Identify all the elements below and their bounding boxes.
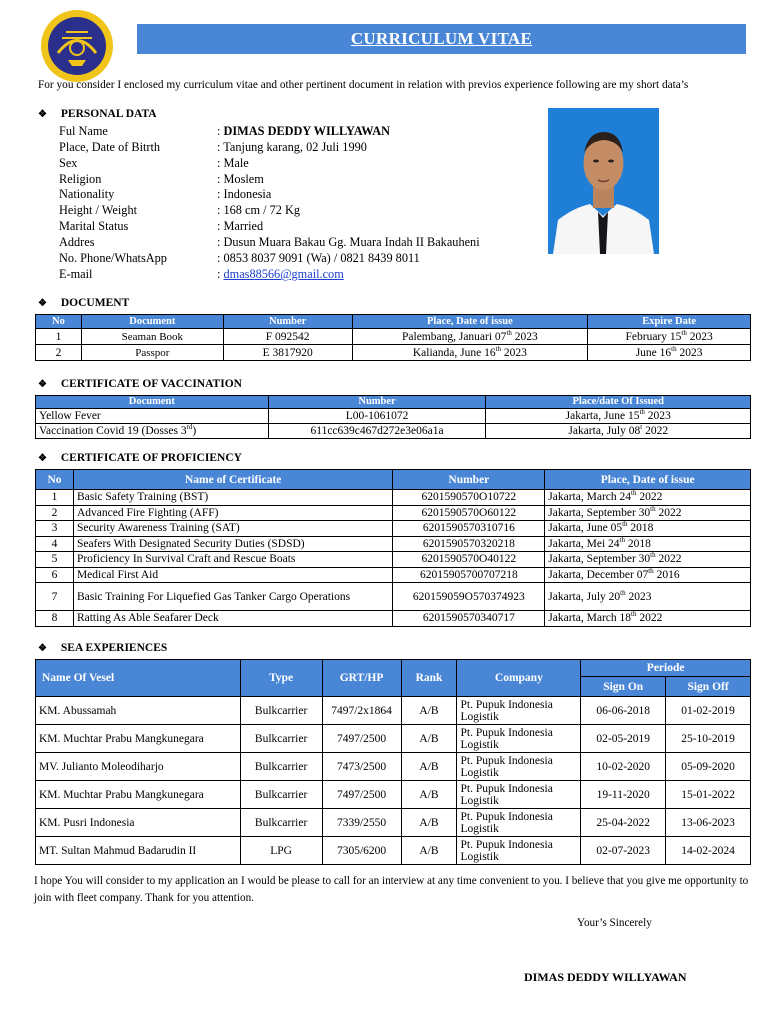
cell-sign-on: 06-06-2018: [581, 697, 666, 725]
value-marital: : Married: [217, 219, 264, 233]
header-cell: Place, Date of issue: [352, 315, 588, 329]
table-header-row: [36, 660, 751, 677]
table-row: [36, 725, 751, 753]
cell-certificate: Proficiency In Survival Craft and Rescue Boats: [73, 552, 392, 568]
value-phone: : 0853 8037 9091 (Wa) / 0821 8439 8011: [217, 251, 420, 265]
value-email-wrap: : dmas88566@gmail.com: [217, 267, 344, 281]
table-row: [36, 521, 751, 537]
proficiency-table: [35, 469, 751, 627]
cell-no: 1: [36, 329, 82, 345]
cell-number: 6201590570O40122: [393, 552, 545, 568]
cell-sign-off: 01-02-2019: [666, 697, 751, 725]
vaccination-table: [35, 395, 751, 439]
cell-sign-off: 05-09-2020: [666, 753, 751, 781]
label-nationality: Nationality: [59, 187, 115, 201]
cell-company: Pt. Pupuk Indonesia Logistik: [457, 837, 581, 865]
diamond-bullet-icon: ❖: [38, 298, 47, 309]
cell-place: Palembang, Januari 07th 2023: [352, 329, 588, 345]
personal-data-heading: [38, 108, 157, 120]
profile-photo: [548, 108, 659, 254]
cell-place: Jakarta, March 24th 2022: [545, 490, 751, 506]
table-row: [36, 552, 751, 568]
cell-no: 2: [36, 345, 82, 361]
sea-experience-table: [35, 659, 751, 865]
cell-number: E 3817920: [223, 345, 352, 361]
cell-number: 611cc639c467d272e3e06a1a: [268, 424, 486, 439]
cell-vessel: MV. Julianto Moleodiharjo: [36, 753, 241, 781]
cell-vessel: KM. Abussamah: [36, 697, 241, 725]
value-full-name: : DIMAS DEDDY WILLYAWAN: [217, 124, 391, 138]
cell-no: 2: [36, 505, 74, 521]
label-sex: Sex: [59, 156, 78, 170]
cell-vessel: MT. Sultan Mahmud Badarudin II: [36, 837, 241, 865]
cell-rank: A/B: [401, 753, 457, 781]
cell-company: Pt. Pupuk Indonesia Logistik: [457, 725, 581, 753]
document-table: [35, 314, 751, 361]
table-row: [36, 536, 751, 552]
value-address: : Dusun Muara Bakau Gg. Muara Indah II Bakauheni: [217, 235, 480, 249]
label-email: E-mail: [59, 267, 93, 281]
cell-vessel: KM. Muchtar Prabu Mangkunegara: [36, 725, 241, 753]
label-address: Addres: [59, 235, 95, 249]
cell-place: Kalianda, June 16th 2023: [352, 345, 588, 361]
cell-company: Pt. Pupuk Indonesia Logistik: [457, 697, 581, 725]
label-phone: No. Phone/WhatsApp: [59, 251, 167, 265]
cell-no: 5: [36, 552, 74, 568]
cell-document: Passpor: [81, 345, 223, 361]
page-title: CURRICULUM VITAE: [350, 29, 533, 48]
sincerely-text: Your’s Sincerely: [577, 917, 652, 929]
cell-certificate: Basic Safety Training (BST): [73, 490, 392, 506]
table-row: [36, 409, 751, 424]
header-cell: Type: [240, 660, 322, 697]
label-birth: Place, Date of Bitrth: [59, 140, 161, 154]
value-nationality: : Indonesia: [217, 187, 272, 201]
cell-number: 6201590570320218: [393, 536, 545, 552]
cell-type: Bulkcarrier: [240, 725, 322, 753]
cell-number: 620159059O570374923: [393, 583, 545, 611]
cell-place: Jakarta, March 18th 2022: [545, 611, 751, 627]
proficiency-heading: [38, 452, 242, 464]
cell-certificate: Ratting As Able Seafarer Deck: [73, 611, 392, 627]
cell-certificate: Advanced Fire Fighting (AFF): [73, 505, 392, 521]
header-cell: Number: [223, 315, 352, 329]
title-bar: [137, 24, 746, 54]
cell-place: Jakarta, June 15th 2023: [486, 409, 751, 424]
cell-place: Jakarta, December 07th 2016: [545, 567, 751, 583]
vaccination-heading: [38, 378, 242, 390]
cell-rank: A/B: [401, 725, 457, 753]
cell-place: Jakarta, Mei 24th 2018: [545, 536, 751, 552]
diamond-bullet-icon: ❖: [38, 379, 47, 390]
header-cell: Name of Certificate: [73, 470, 392, 490]
cell-company: Pt. Pupuk Indonesia Logistik: [457, 781, 581, 809]
document-heading-label: DOCUMENT: [60, 297, 130, 309]
table-row: [36, 424, 751, 439]
header-cell: No: [36, 315, 82, 329]
table-row: [36, 753, 751, 781]
value-religion: : Moslem: [217, 172, 264, 186]
cell-sign-on: 02-07-2023: [581, 837, 666, 865]
cell-grt: 7339/2550: [322, 809, 401, 837]
intro-paragraph: For you consider I enclosed my curriculum vitae and other pertinent document in relation with previos experience following are my short data’s: [38, 79, 689, 91]
cell-number: F 092542: [223, 329, 352, 345]
cell-document: Yellow Fever: [36, 409, 269, 424]
cell-no: 3: [36, 521, 74, 537]
cell-number: 6201590570O10722: [393, 490, 545, 506]
cell-type: LPG: [240, 837, 322, 865]
header-cell: Periode: [581, 660, 751, 677]
cell-certificate: Medical First Aid: [73, 567, 392, 583]
header-cell: Place, Date of issue: [545, 470, 751, 490]
header-cell: Company: [457, 660, 581, 697]
signature-name: DIMAS DEDDY WILLYAWAN: [524, 970, 687, 984]
table-row: [36, 611, 751, 627]
cell-grt: 7497/2500: [322, 781, 401, 809]
cell-no: 7: [36, 583, 74, 611]
cell-vessel: KM. Muchtar Prabu Mangkunegara: [36, 781, 241, 809]
cell-number: L00-1061072: [268, 409, 486, 424]
cell-sign-on: 19-11-2020: [581, 781, 666, 809]
table-header-row: [36, 470, 751, 490]
header-cell: Number: [393, 470, 545, 490]
cell-type: Bulkcarrier: [240, 753, 322, 781]
cell-expire: February 15th 2023: [588, 329, 751, 345]
header-cell: GRT/HP: [322, 660, 401, 697]
header-cell: No: [36, 470, 74, 490]
cell-type: Bulkcarrier: [240, 809, 322, 837]
cell-sign-off: 25-10-2019: [666, 725, 751, 753]
label-full-name: Ful Name: [59, 124, 108, 138]
cell-sign-off: 15-01-2022: [666, 781, 751, 809]
cell-grt: 7497/2x1864: [322, 697, 401, 725]
table-row: [36, 490, 751, 506]
cell-place: Jakarta, September 30th 2022: [545, 505, 751, 521]
cell-rank: A/B: [401, 697, 457, 725]
cell-vessel: KM. Pusri Indonesia: [36, 809, 241, 837]
closing-paragraph: I hope You will consider to my application an I would be please to call for an interview at any time convenient to you. I believe that you give me opportunity to join with fleet company. Thank for you attention.: [34, 875, 749, 904]
table-row: [36, 837, 751, 865]
cell-grt: 7473/2500: [322, 753, 401, 781]
diamond-bullet-icon: ❖: [38, 643, 47, 654]
email-link[interactable]: dmas88566@gmail.com: [223, 267, 344, 281]
table-header-row: [36, 315, 751, 329]
header-cell: Number: [268, 396, 486, 409]
header-cell: Name Of Vesel: [36, 660, 241, 697]
cell-certificate: Security Awareness Training (SAT): [73, 521, 392, 537]
table-header-row: [36, 396, 751, 409]
cell-sign-on: 02-05-2019: [581, 725, 666, 753]
cell-no: 1: [36, 490, 74, 506]
ministry-logo: [38, 8, 116, 84]
cell-grt: 7497/2500: [322, 725, 401, 753]
cell-company: Pt. Pupuk Indonesia Logistik: [457, 809, 581, 837]
cell-company: Pt. Pupuk Indonesia Logistik: [457, 753, 581, 781]
table-row: [36, 583, 751, 611]
cell-sign-off: 13-06-2023: [666, 809, 751, 837]
sea-experience-heading: [38, 642, 167, 654]
cell-rank: A/B: [401, 781, 457, 809]
cell-place: Jakarta, July 08$^t$ 2022: [486, 424, 751, 439]
header-cell: Sign On: [581, 677, 666, 697]
table-row: [36, 781, 751, 809]
table-row: [36, 567, 751, 583]
document-heading: [38, 297, 129, 309]
diamond-bullet-icon: ❖: [38, 453, 47, 464]
cell-place: Jakarta, July 20th 2023: [545, 583, 751, 611]
label-marital: Marital Status: [59, 219, 129, 233]
header-cell: Sign Off: [666, 677, 751, 697]
cell-no: 6: [36, 567, 74, 583]
value-sex: : Male: [217, 156, 249, 170]
cell-certificate: Basic Training For Liquefied Gas Tanker Cargo Operations: [73, 583, 392, 611]
cell-document: Seaman Book: [81, 329, 223, 345]
cell-number: 62015905700707218: [393, 567, 545, 583]
table-row: [36, 697, 751, 725]
cell-document: Vaccination Covid 19 (Dosses 3rd): [36, 424, 269, 439]
cell-rank: A/B: [401, 837, 457, 865]
label-religion: Religion: [59, 172, 102, 186]
header-cell: Document: [36, 396, 269, 409]
table-row: [36, 809, 751, 837]
table-row: [36, 345, 751, 361]
cell-no: 8: [36, 611, 74, 627]
cell-grt: 7305/6200: [322, 837, 401, 865]
header-cell: Document: [81, 315, 223, 329]
diamond-bullet-icon: ❖: [38, 109, 47, 120]
personal-data-heading-label: PERSONAL DATA: [60, 108, 157, 120]
cell-sign-off: 14-02-2024: [666, 837, 751, 865]
header-cell: Rank: [401, 660, 457, 697]
cell-number: 6201590570O60122: [393, 505, 545, 521]
cell-sign-on: 25-04-2022: [581, 809, 666, 837]
proficiency-heading-label: CERTIFICATE OF PROFICIENCY: [60, 452, 242, 464]
cell-place: Jakarta, September 30th 2022: [545, 552, 751, 568]
cell-number: 6201590570340717: [393, 611, 545, 627]
table-row: [36, 329, 751, 345]
value-birth: : Tanjung karang, 02 Juli 1990: [217, 140, 367, 154]
label-height-weight: Height / Weight: [59, 203, 138, 217]
sea-experience-heading-label: SEA EXPERIENCES: [60, 642, 168, 654]
cell-place: Jakarta, June 05th 2018: [545, 521, 751, 537]
cell-number: 6201590570310716: [393, 521, 545, 537]
cell-type: Bulkcarrier: [240, 697, 322, 725]
table-row: [36, 505, 751, 521]
vaccination-heading-label: CERTIFICATE OF VACCINATION: [60, 378, 242, 390]
cell-expire: June 16th 2023: [588, 345, 751, 361]
cell-certificate: Seafers With Designated Security Duties (SDSD): [73, 536, 392, 552]
cell-no: 4: [36, 536, 74, 552]
personal-data-list: [0, 124, 540, 292]
value-height-weight: : 168 cm / 72 Kg: [217, 203, 301, 217]
cell-sign-on: 10-02-2020: [581, 753, 666, 781]
header-cell: Expire Date: [588, 315, 751, 329]
header-cell: Place/date Of Issued: [486, 396, 751, 409]
cell-type: Bulkcarrier: [240, 781, 322, 809]
cell-rank: A/B: [401, 809, 457, 837]
